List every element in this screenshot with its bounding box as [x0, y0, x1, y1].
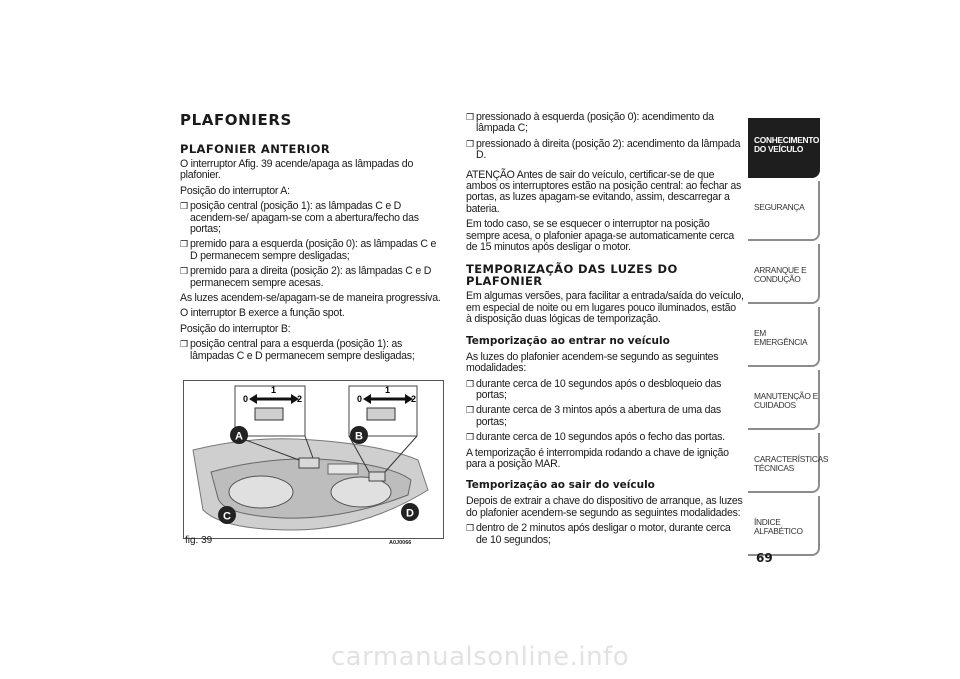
tab-seguranca[interactable] — [748, 181, 820, 241]
subsection-title-entrar: Temporização ao entrar no veículo — [466, 334, 670, 347]
tab-label: ÍNDICE ALFABÉTICO — [754, 517, 803, 536]
callout-d: D — [406, 507, 414, 520]
list-item: ❒ durante cerca de 10 segundos após o desbloqueio das portas; — [466, 379, 744, 402]
right-column — [466, 112, 744, 550]
position-2-label: 2 — [297, 394, 303, 404]
paragraph: Posição do interruptor B: — [180, 322, 291, 335]
page-number: 69 — [756, 551, 773, 565]
tab-manutencao-e-cuidados[interactable] — [748, 370, 820, 430]
paragraph: O interruptor B exerce a função spot. — [180, 307, 345, 320]
tab-indice-alfabetico[interactable] — [748, 496, 820, 556]
tab-label: EM EMERGÊNCIA — [754, 328, 808, 347]
tab-label: ARRANQUE E CONDUÇÃO — [754, 265, 807, 284]
list-item: ❒ posição central (posição 1): as lâmpadas C e D acendem-se/ apagam-se com a abertura/fecho das portas; — [180, 201, 442, 235]
list-item: ❒ durante cerca de 3 mintos após a abertura de uma das portas; — [466, 405, 744, 428]
paragraph: Posição do interruptor A: — [180, 184, 290, 197]
ceiling-light-illustration — [183, 380, 444, 550]
list-item: ❒ premido para a esquerda (posição 0): as lâmpadas C e D permanecem sempre desligadas; — [180, 239, 442, 262]
list-item: ❒ pressionado à direita (posição 2): acendimento da lâmpada D. — [466, 139, 744, 162]
paragraph: As luzes acendem-se/apagam-se de maneira progressiva. — [180, 292, 441, 305]
section-title-plafonier-anterior: PLAFONIER ANTERIOR — [180, 142, 331, 156]
figure-code: A0J0066 — [389, 540, 412, 546]
callout-a: A — [235, 430, 243, 443]
position-2-label: 2 — [411, 394, 417, 404]
tab-arranque-e-conducao[interactable] — [748, 244, 820, 304]
paragraph-atencao: ATENÇÃO Antes de sair do veículo, certificar-se de que ambos os interruptores estão na posição central: ao fechar as portas, as luzes apagam-se evitando, assim, descarregar a bateria. — [466, 168, 742, 215]
tab-label: CONHECIMENTO DO VEÍCULO — [754, 135, 820, 154]
paragraph: Em todo caso, se se esquecer o interruptor na posição sempre acesa, o plafonier apaga-se automaticamente cerca de 15 minutos após desligar o motor. — [466, 218, 735, 254]
paragraph: Depois de extrair a chave do dispositivo de arranque, as luzes do plafonier acendem-se segundo as seguintes modalidades: — [466, 495, 743, 519]
tab-label: MANUTENÇÃO E CUIDADOS — [754, 391, 818, 410]
position-0-label: 0 — [243, 394, 249, 404]
chapter-sidebar — [748, 118, 829, 559]
callout-b: B — [355, 430, 363, 443]
list-item: ❒ posição central para a esquerda (posição 1): as lâmpadas C e D permanecem sempre desligadas; — [180, 339, 442, 362]
tab-label: SEGURANÇA — [754, 202, 805, 212]
paragraph: As luzes do plafonier acendem-se segundo as seguintes modalidades: — [466, 350, 719, 375]
list-item: ❒ dentro de 2 minutos após desligar o motor, durante cerca de 10 segundos; — [466, 523, 744, 546]
position-1-label: 1 — [271, 385, 277, 395]
tab-label: CARACTERÍSTICAS TÉCNICAS — [754, 454, 829, 473]
list-item: ❒ durante cerca de 10 segundos após o fecho das portas. — [466, 432, 744, 443]
page-title: PLAFONIERS — [180, 111, 292, 129]
paragraph: Em algumas versões, para facilitar a entrada/saída do veículo, em especial de noite ou em lugares pouco iluminados, estão à disposição duas lógicas de temporização. — [466, 290, 744, 326]
list-item: ❒ pressionado à esquerda (posição 0): acendimento da lâmpada C; — [466, 112, 744, 135]
figure-39 — [183, 380, 444, 550]
callout-c: C — [223, 510, 231, 523]
paragraph: O interruptor Afig. 39 acende/apaga as lâmpadas do plafonier. — [180, 158, 414, 182]
position-1-label: 1 — [385, 385, 391, 395]
list-item: ❒ premido para a direita (posição 2): as lâmpadas C e D permanecem sempre acesas. — [180, 266, 442, 289]
watermark: carmanualsonline.info — [330, 642, 630, 672]
tab-caracteristicas-tecnicas[interactable] — [748, 433, 829, 493]
subsection-title-sair: Temporização ao sair do veículo — [466, 479, 655, 492]
tab-conhecimento-do-veiculo[interactable] — [748, 118, 820, 178]
left-column — [180, 112, 442, 366]
figure-caption: fig. 39 — [185, 535, 213, 546]
section-title-temporizacao: TEMPORIZAÇÃO DAS LUZES DO PLAFONIER — [466, 262, 678, 289]
position-0-label: 0 — [357, 394, 363, 404]
paragraph: A temporização é interrompida rodando a chave de ignição para a posição MAR. — [466, 446, 729, 470]
tab-em-emergencia[interactable] — [748, 307, 820, 367]
